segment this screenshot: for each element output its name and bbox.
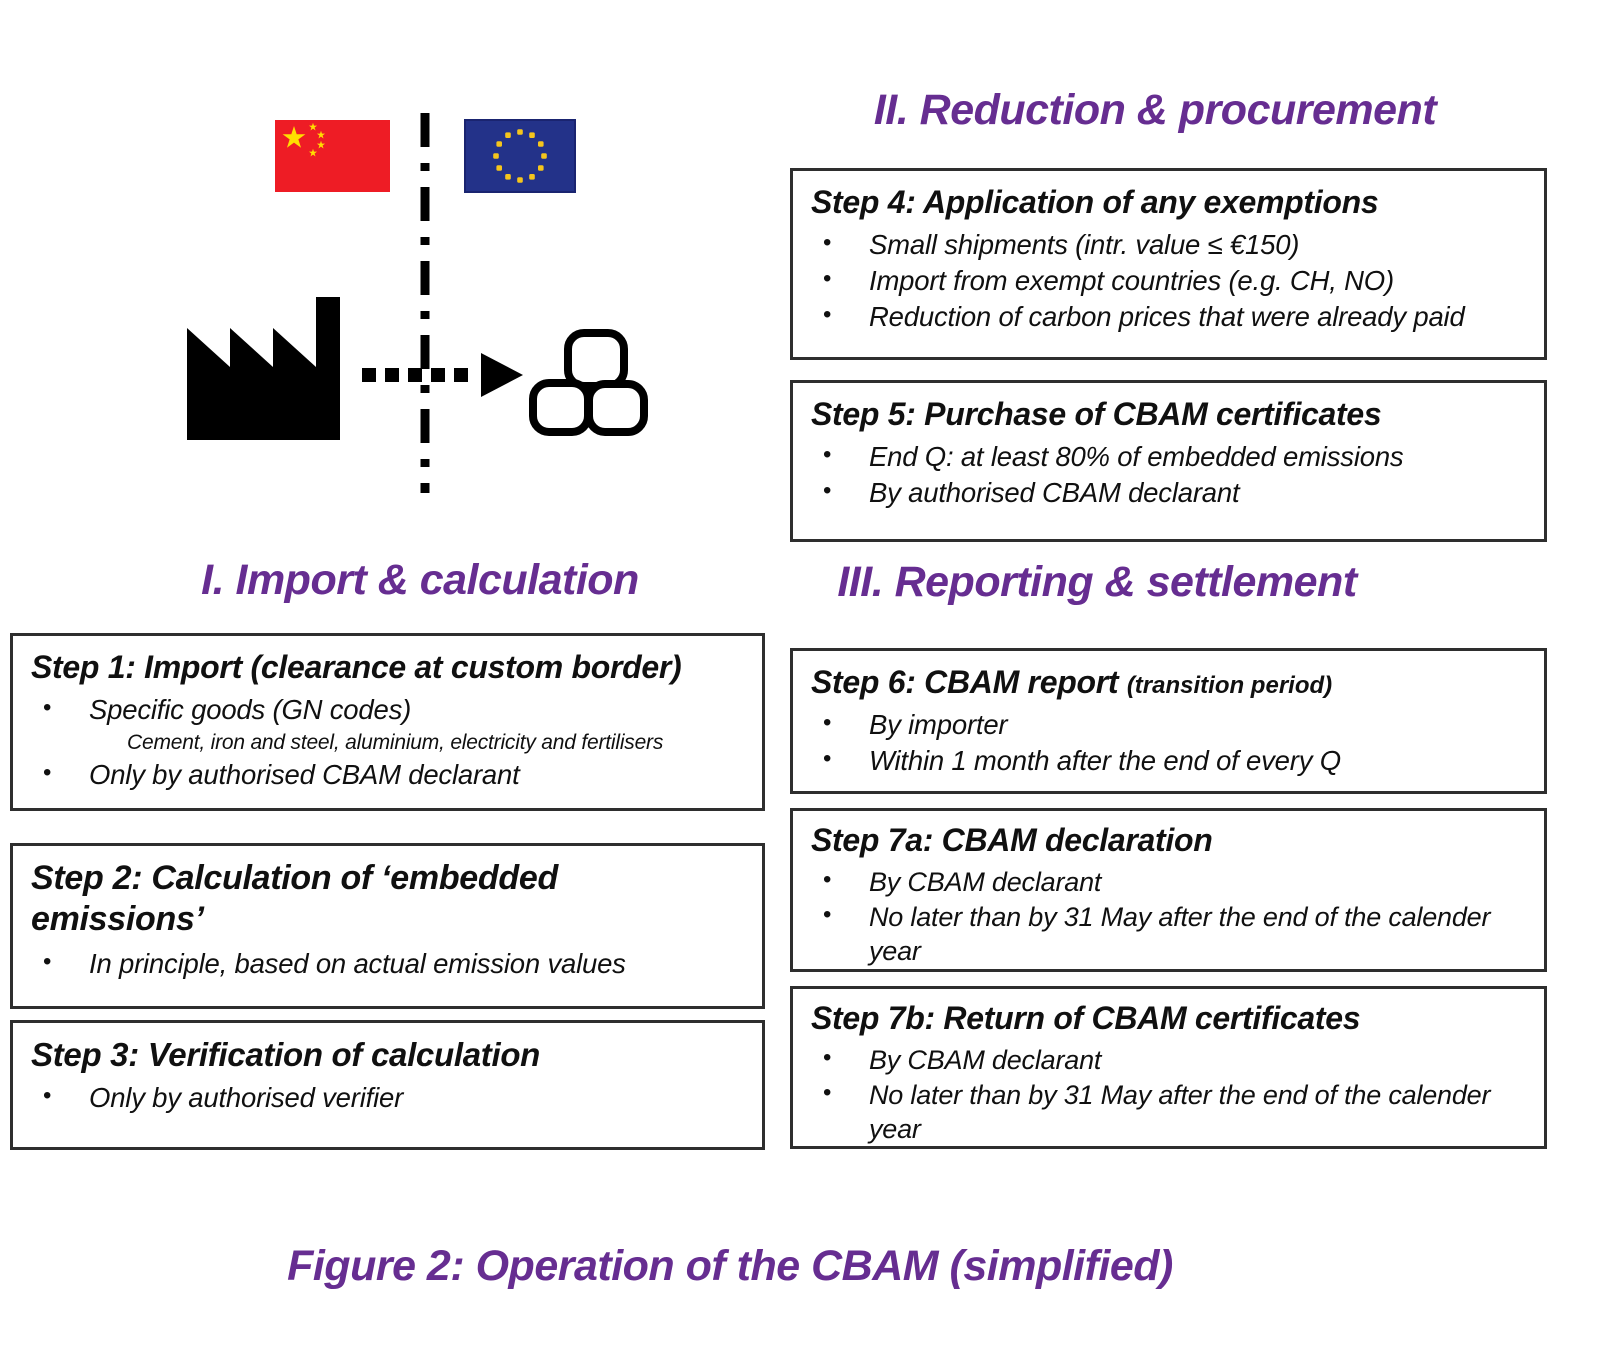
step2-bullet-1: • In principle, based on actual emission values: [31, 946, 746, 982]
eu-flag-icon: [465, 120, 575, 192]
bullet-icon: •: [823, 441, 832, 469]
step3-box: [10, 1020, 765, 1150]
step1-bullet-2: • Only by authorised CBAM declarant: [31, 757, 746, 793]
step2-title: Step 2: Calculation of ‘embedded emissions’: [31, 859, 558, 939]
step4-box: [790, 168, 1547, 360]
step4-bullet-2: • Import from exempt countries (e.g. CH, NO): [811, 263, 1528, 299]
step6-title: [811, 663, 1528, 702]
bullet-icon: •: [43, 759, 52, 787]
step7a-box: [790, 808, 1547, 972]
bullet-icon: •: [823, 300, 832, 328]
bullet-icon: •: [43, 694, 52, 722]
section-heading-reporting-settlement: III. Reporting & settlement: [837, 558, 1357, 606]
step6-box: [790, 648, 1547, 794]
step7a-bullet-1: • By CBAM declarant: [811, 865, 1528, 900]
section-heading-import-calculation: I. Import & calculation: [201, 556, 639, 604]
goods-packages-icon: [533, 333, 644, 432]
bullet-icon: •: [823, 476, 832, 504]
factory-icon: [187, 297, 340, 440]
step1-box: [10, 633, 765, 811]
step7a-bullet-2: • No later than by 31 May after the end of the calender year: [811, 900, 1528, 969]
step3-bullet-1: • Only by authorised verifier: [31, 1080, 746, 1116]
bullet-icon: •: [823, 866, 832, 894]
step2-box: [10, 843, 765, 1009]
step7b-bullet-2: • No later than by 31 May after the end of the calender year: [811, 1078, 1528, 1147]
step5-bullet-2: • By authorised CBAM declarant: [811, 475, 1528, 511]
step6-bullet-1: • By importer: [811, 707, 1528, 743]
step4-title: Step 4: Application of any exemptions: [811, 184, 1379, 220]
bullet-icon: •: [823, 229, 832, 257]
step4-bullet-1: • Small shipments (intr. value ≤ €150): [811, 227, 1528, 263]
step5-bullet-1: • End Q: at least 80% of embedded emissions: [811, 439, 1528, 475]
china-flag-icon: [275, 120, 390, 192]
step6-bullet-2: • Within 1 month after the end of every Q: [811, 743, 1528, 779]
step7a-title: Step 7a: CBAM declaration: [811, 822, 1213, 858]
section-heading-reduction-procurement: II. Reduction & procurement: [873, 86, 1437, 134]
step1-title: Step 1: Import (clearance at custom border): [31, 649, 682, 685]
step4-bullet-3: • Reduction of carbon prices that were already paid: [811, 299, 1528, 335]
figure-caption: Figure 2: Operation of the CBAM (simplified): [287, 1242, 1173, 1290]
bullet-icon: •: [823, 1078, 832, 1106]
bullet-icon: •: [43, 1082, 52, 1110]
step3-title: Step 3: Verification of calculation: [31, 1036, 541, 1073]
bullet-icon: •: [823, 264, 832, 292]
step1-bullet-1: • Specific goods (GN codes): [31, 692, 746, 728]
step7b-bullet-1: • By CBAM declarant: [811, 1043, 1528, 1078]
step6-title-main: Step 6: CBAM report: [811, 664, 1119, 700]
bullet-icon: •: [823, 900, 832, 928]
step7b-box: [790, 986, 1547, 1149]
bullet-icon: •: [43, 947, 52, 975]
step6-title-suffix: (transition period): [1126, 672, 1333, 699]
step1-goods-subnote: Cement, iron and steel, aluminium, electricity and fertilisers: [127, 730, 664, 754]
step7b-title: Step 7b: Return of CBAM certificates: [811, 1000, 1361, 1036]
cross-border-illustration: [165, 95, 665, 495]
step5-title: Step 5: Purchase of CBAM certificates: [811, 396, 1382, 432]
bullet-icon: •: [823, 709, 832, 737]
dotted-export-arrow-icon: [362, 353, 523, 397]
step5-box: [790, 380, 1547, 542]
bullet-icon: •: [823, 744, 832, 772]
bullet-icon: •: [823, 1044, 832, 1072]
